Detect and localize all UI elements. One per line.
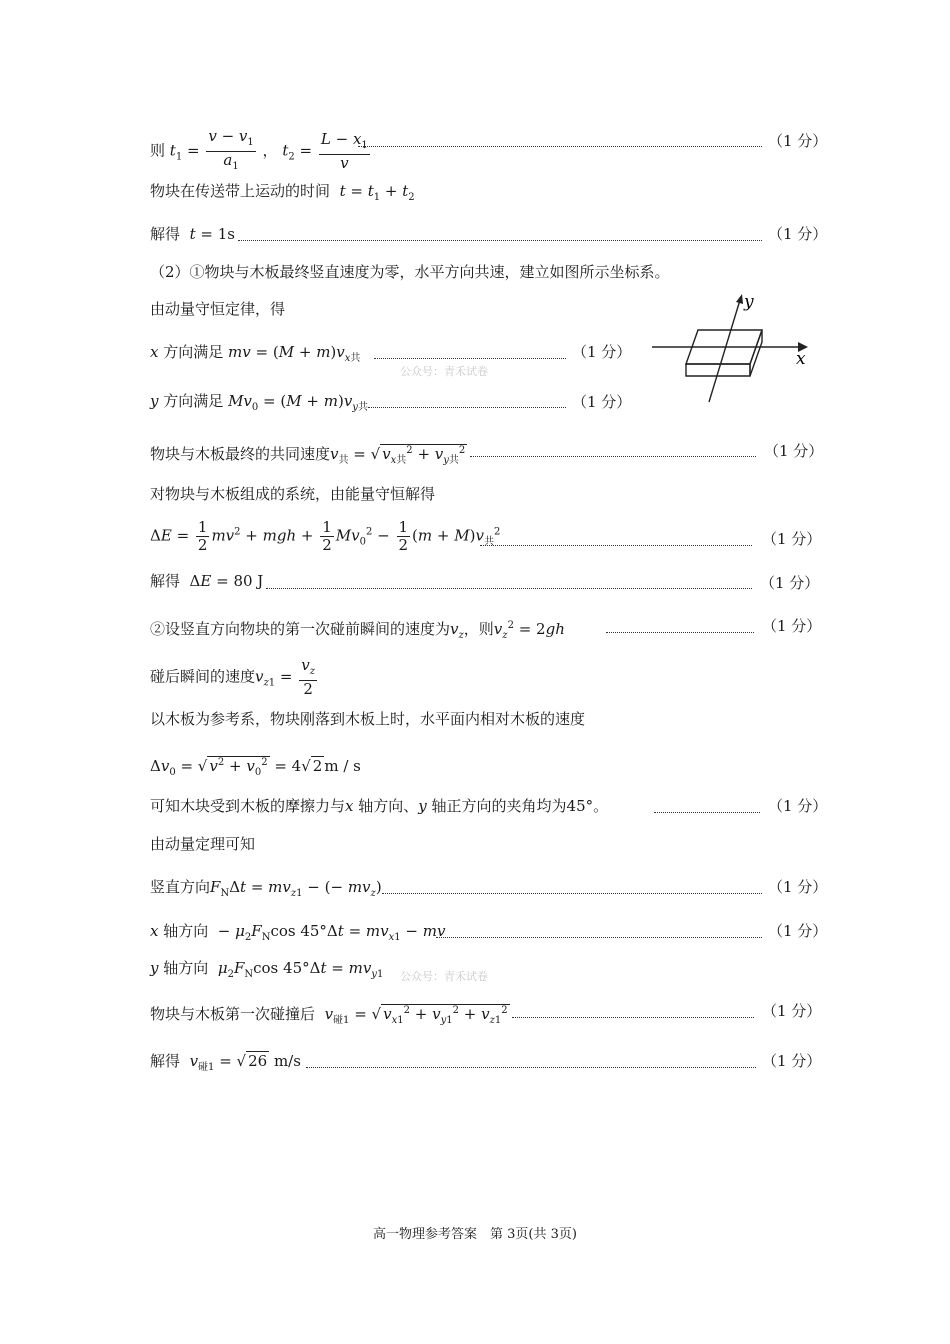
eq-x-impulse: x 轴方向 − $\mu_2F_N\cos$ $45^\circ\Delta t = mv_{x1}$ − mv: [150, 922, 446, 943]
watermark-2: 公众号：青禾试卷: [400, 970, 488, 983]
eq-energy: ΔE = $\frac{1}{2}$ $mv^2$ + mgh + $\frac{1}{2}$ $Mv_0^2$ − $\frac{1}{2}$ $(m + M)v_共^2$: [150, 518, 501, 554]
score-4: （1 分）: [572, 393, 632, 411]
y-axis-label: y: [744, 292, 754, 312]
result-delta-e: 解得 ΔE = 80 J: [150, 572, 264, 590]
eq-total-time: 物块在传送带上运动的时间 $t = t_1 + t_2$: [150, 182, 415, 203]
score-8: （1 分）: [762, 617, 822, 635]
eq-y-impulse: y 轴方向 $\mu_2F_N\cos$ $45^\circ\Delta t = mv_{y1}$: [150, 959, 384, 980]
eq-t1-t2: 则 $t_1$ = $\frac{v - v_1}{a_1}$ ， $t_2$ = $\frac{L - x_1}{v}$: [150, 127, 368, 172]
momentum-conservation: 由动量守恒定律，得: [150, 300, 286, 318]
score-10: （1 分）: [768, 878, 828, 896]
score-7: （1 分）: [760, 574, 820, 592]
score-2: （1 分）: [768, 225, 828, 243]
eq-common-velocity: 物块与木板最终的共同速度$v_共$ = √ $v_{x共}^2 + v_{y共}^2$: [150, 445, 466, 466]
score-3: （1 分）: [572, 343, 632, 361]
result-t: 解得 t = 1s: [150, 225, 235, 243]
page-footer: 高一物理参考答案 第 3页(共 3页): [373, 1227, 577, 1242]
score-13: （1 分）: [762, 1052, 822, 1070]
impulse-theorem: 由动量定理可知: [150, 835, 256, 853]
eq-y-momentum: y 方向满足 $Mv_0 = (M + m)v_{y共}$: [150, 392, 368, 413]
score-9: （1 分）: [768, 797, 828, 815]
score-1: （1 分）: [768, 132, 828, 150]
relative-velocity-text: 以木板为参考系，物块刚落到木板上时，水平面内相对木板的速度: [150, 710, 586, 728]
energy-conservation: 对物块与木板组成的系统，由能量守恒解得: [150, 485, 436, 503]
score-5: （1 分）: [764, 442, 824, 460]
eq-vertical-impulse: 竖直方向$F_N\Delta t = mv_{z1}$ − (− $mv_z$): [150, 878, 382, 899]
friction-angle: 可知木块受到木板的摩擦力与x 轴方向、y 轴正方向的夹角均为45°。: [150, 797, 609, 815]
eq-v-after-collision: 物块与木板第一次碰撞后 $v_{碰1}$ = √ $v_{x1}^2 + v_{y1}^2 + v_{z1}^2$: [150, 1005, 508, 1026]
coordinate-diagram: [650, 292, 815, 404]
result-v-collision: 解得 $v_{碰1}$ = √ 26 m/s: [150, 1052, 301, 1073]
score-6: （1 分）: [762, 530, 822, 548]
eq-x-momentum: x 方向满足 mv = $(M + m)v_{x共}$: [150, 343, 361, 364]
eq-delta-v0: $\Delta v_0$ = √ $v^2 + v_0^2 = 4√$ 2 m / s: [150, 757, 361, 778]
eq-vz1: 碰后瞬间的速度$v_{z1}$ = $\frac{v_z}{2}$: [150, 656, 316, 698]
eq-vz: ②设竖直方向物块的第一次碰前瞬间的速度为$v_z$，则$v_z^2 = 2gh$: [150, 620, 565, 641]
watermark-1: 公众号：青禾试卷: [400, 365, 488, 378]
part-2-intro: （2）①物块与木板最终竖直速度为零，水平方向共速，建立如图所示坐标系。: [150, 263, 670, 281]
score-12: （1 分）: [762, 1002, 822, 1020]
score-11: （1 分）: [768, 922, 828, 940]
x-axis-label: x: [796, 349, 806, 369]
